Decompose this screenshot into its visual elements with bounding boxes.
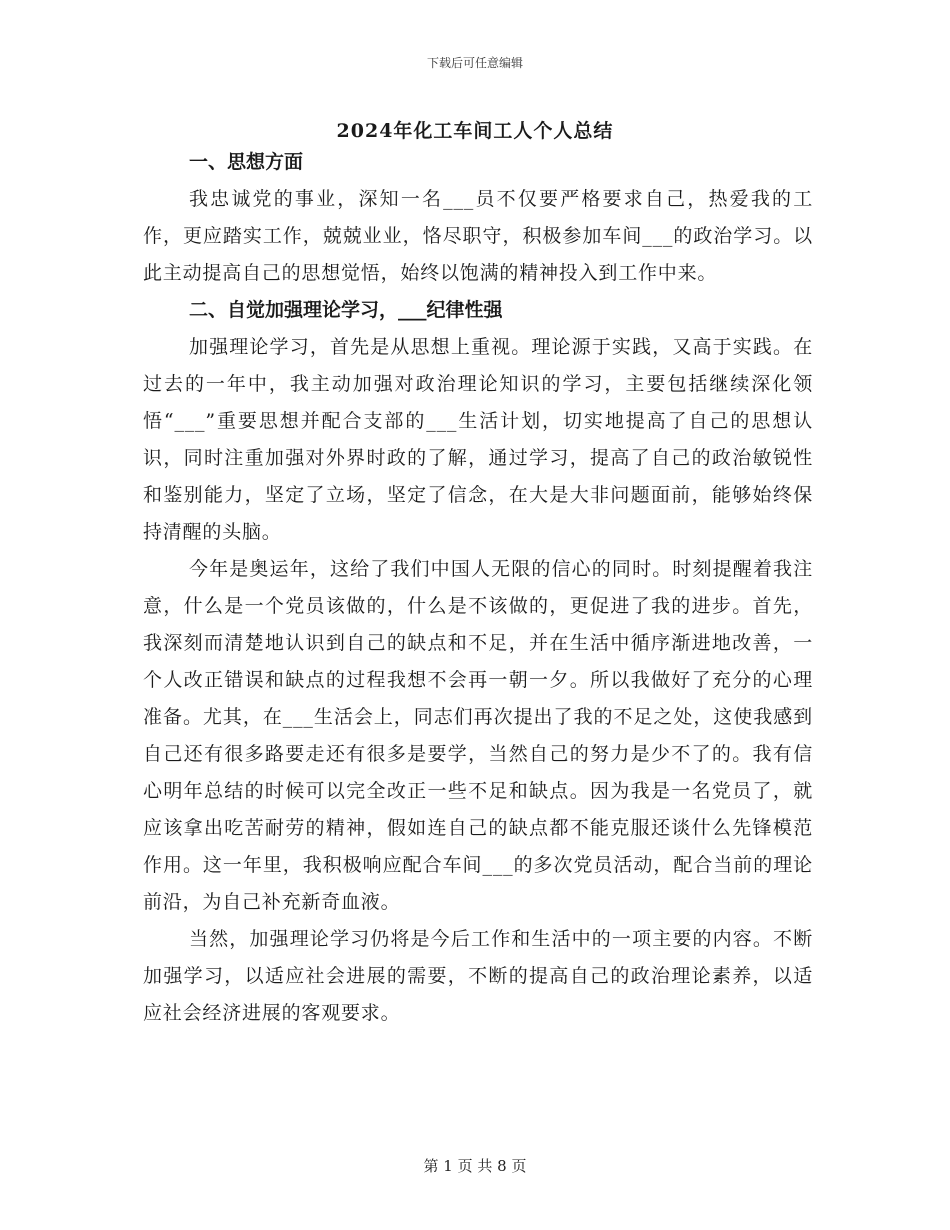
section-heading: 二、自觉加强理论学习，___纪律性强 <box>189 299 503 321</box>
section-heading: 一、思想方面 <box>189 151 304 173</box>
paragraph: 今年是奥运年，这给了我们中国人无限的信心的同时。时刻提醒着我注意，什么是一个党员该做的，什么是不该做的，更促进了我的进步。首先，我深刻而清楚地认识到自己的缺点和不足，并在生活中循序渐进地改善，一个人改正错误和缺点的过程我想不会再一朝一夕。所以我做好了充分的心理准备。尤其，在___生活会上，同志们再次提出了我的不足之处，这使我感到自己还有很多路要走还有很多是要学，当然自己的努力是少不了的。我有信心明年总结的时候可以完全改正一些不足和缺点。因为我是一名党员了，就应该拿出吃苦耐劳的精神，假如连自己的缺点都不能克服还谈什么先锋模范作用。这一年里，我积极响应配合车间___的多次党员活动，配合当前的理论前沿，为自己补充新奇血液。 <box>143 558 813 913</box>
paragraph: 当然，加强理论学习仍将是今后工作和生活中的一项主要的内容。不断加强学习，以适应社会进展的需要，不断的提高自己的政治理论素养，以适应社会经济进展的客观要求。 <box>143 928 813 1024</box>
document-title: 2024年化工车间工人个人总结 <box>336 120 614 142</box>
paragraph: 加强理论学习，首先是从思想上重视。理论源于实践，又高于实践。在过去的一年中，我主动加强对政治理论知识的学习，主要包括继续深化领悟“___”重要思想并配合支部的___生活计划，切实地提高了自己的思想认识，同时注重加强对外界时政的了解，通过学习，提高了自己的政治敏锐性和鉴别能力，坚定了立场，坚定了信念，在大是大非问题面前，能够始终保持清醒的头脑。 <box>143 336 813 543</box>
document-body <box>143 144 813 1032</box>
paragraph: 我忠诚党的事业，深知一名___员不仅要严格要求自己，热爱我的工作，更应踏实工作，兢兢业业，恪尽职守，积极参加车间___的政治学习。以此主动提高自己的思想觉悟，始终以饱满的精神投入到工作中来。 <box>143 188 813 284</box>
page-number: 第 1 页 共 8 页 <box>423 1157 527 1175</box>
header-note: 下载后可任意编辑 <box>426 56 523 70</box>
